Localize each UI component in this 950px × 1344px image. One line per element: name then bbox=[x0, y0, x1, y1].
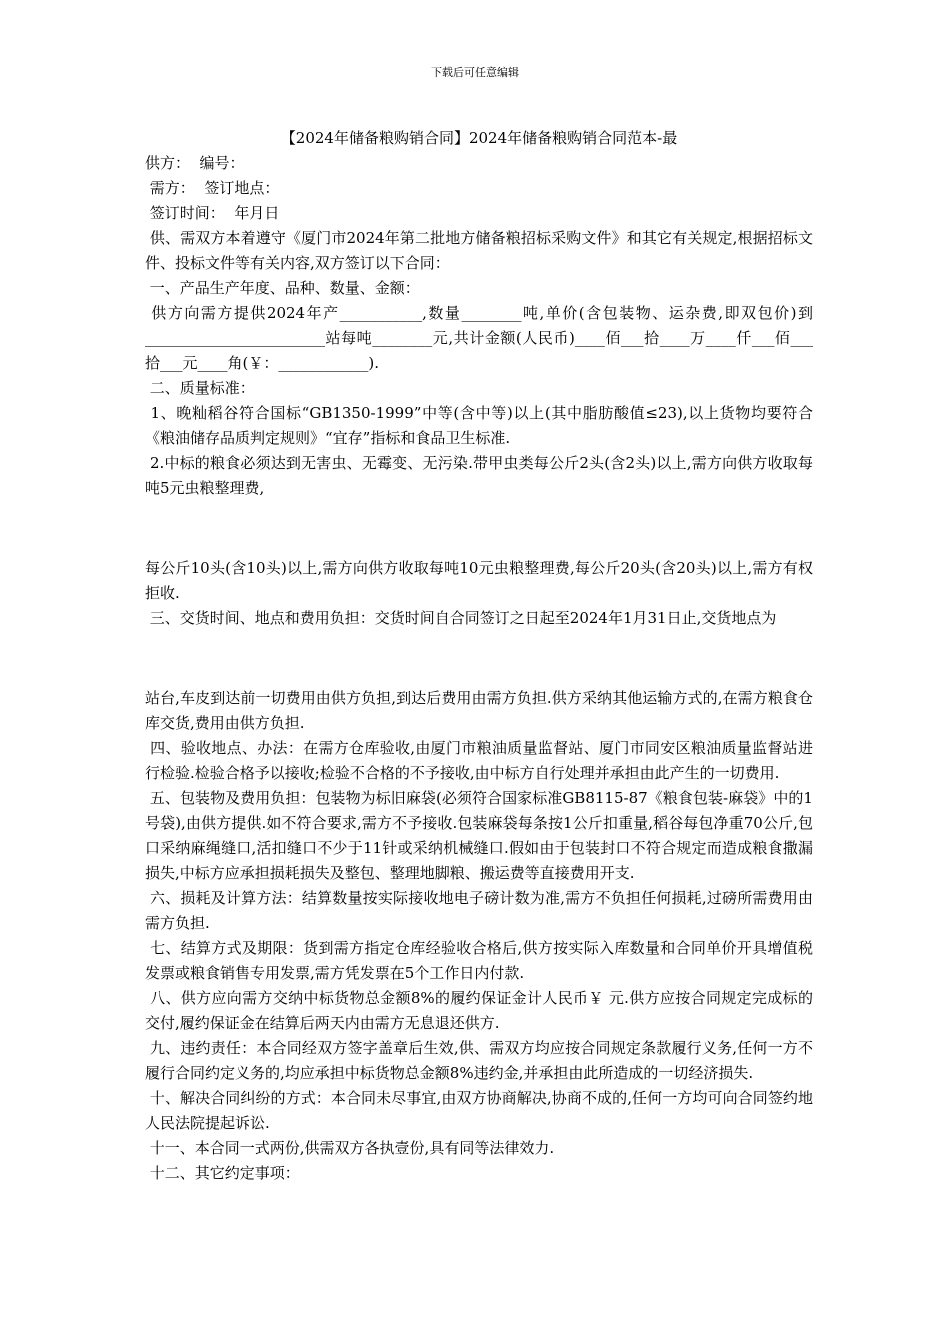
contract-paragraph: 供方： 编号： bbox=[145, 154, 245, 172]
contract-paragraph: 十二、其它约定事项： bbox=[145, 1164, 300, 1182]
contract-paragraph: 七、结算方式及期限：货到需方指定仓库经验收合格后,供方按实际入库数量和合同单价开具增值税发票或粮食销售专用发票,需方凭发票在5个工作日内付款. bbox=[145, 939, 813, 982]
contract-paragraph: 六、损耗及计算方法：结算数量按实际接收地电子磅计数为准,需方不负担任何损耗,过磅所需费用由需方负担. bbox=[145, 889, 813, 932]
contract-paragraph: 1、晚籼稻谷符合国标“GB1350-1999”中等(含中等)以上(其中脂肪酸值≤23),以上货物均要符合《粮油储存品质判定规则》“宜存”指标和食品卫生标准. bbox=[145, 404, 813, 447]
document-title: 【2024年储备粮购销合同】2024年储备粮购销合同范本-最 bbox=[280, 129, 678, 147]
contract-body bbox=[145, 151, 813, 1186]
contract-paragraph: 五、包装物及费用负担：包装物为标旧麻袋(必须符合国家标准GB8115-87《粮食包装-麻袋》中的1号袋),由供方提供.如不符合要求,需方不予接收.包装麻袋每条按1公斤扣重量,稻谷每包净重70公斤,包口采纳麻绳缝口,活扣缝口不少于11针或采纳机械缝口.假如由于包装封口不符合规定而造成粮食撒漏损失,中标方应承担损耗损失及整包、整理地脚粮、搬运费等直接费用开支. bbox=[145, 789, 813, 882]
contract-paragraph: 站台,车皮到达前一切费用由供方负担,到达后费用由需方负担.供方采纳其他运输方式的,在需方粮食仓库交货,费用由供方负担. bbox=[145, 689, 813, 732]
contract-document bbox=[145, 126, 813, 1186]
contract-paragraph: 每公斤10头(含10头)以上,需方向供方收取每吨10元虫粮整理费,每公斤20头(含20头)以上,需方有权拒收. bbox=[145, 559, 813, 602]
page-header-note: 下载后可任意编辑 bbox=[431, 66, 519, 79]
contract-paragraph: 需方： 签订地点： bbox=[145, 179, 280, 197]
contract-paragraph: 四、验收地点、办法：在需方仓库验收,由厦门市粮油质量监督站、厦门市同安区粮油质量监督站进行检验.检验合格予以接收;检验不合格的不予接收,由中标方自行处理并承担由此产生的一切费用. bbox=[145, 739, 813, 782]
contract-paragraph: 二、质量标准： bbox=[145, 379, 255, 397]
contract-paragraph: 签订时间： 年月日 bbox=[145, 204, 280, 222]
contract-paragraph: 2.中标的粮食必须达到无害虫、无霉变、无污染.带甲虫类每公斤2头(含2头)以上,需方向供方收取每吨5元虫粮整理费, bbox=[145, 454, 813, 497]
contract-paragraph: 供、需双方本着遵守《厦门市2024年第二批地方储备粮招标采购文件》和其它有关规定,根据招标文件、投标文件等有关内容,双方签订以下合同： bbox=[145, 229, 813, 272]
contract-paragraph: 十、解决合同纠纷的方式：本合同未尽事宜,由双方协商解决,协商不成的,任何一方均可向合同签约地人民法院提起诉讼. bbox=[145, 1089, 813, 1132]
contract-paragraph: 供方向需方提供2024年产___________,数量________吨,单价(含包装物、运杂费,即双包价)到________________________站每吨________元,共计金额(人民币)____佰___拾____万____仟___佰___拾___元____角(￥：____________). bbox=[145, 304, 813, 372]
paragraph-spacer bbox=[145, 516, 813, 541]
contract-paragraph: 一、产品生产年度、品种、数量、金额： bbox=[145, 279, 420, 297]
contract-paragraph: 九、违约责任：本合同经双方签字盖章后生效,供、需双方均应按合同规定条款履行义务,任何一方不履行合同约定义务的,均应承担中标货物总金额8%违约金,并承担由此所造成的一切经济损失. bbox=[145, 1039, 813, 1082]
contract-paragraph: 十一、本合同一式两份,供需双方各执壹份,具有同等法律效力. bbox=[145, 1139, 555, 1157]
paragraph-spacer bbox=[145, 646, 813, 671]
contract-paragraph: 八、供方应向需方交纳中标货物总金额8%的履约保证金计人民币￥ 元.供方应按合同规定完成标的交付,履约保证金在结算后两天内由需方无息退还供方. bbox=[145, 989, 813, 1032]
contract-paragraph: 三、交货时间、地点和费用负担：交货时间自合同签订之日起至2024年1月31日止,交货地点为 bbox=[145, 609, 777, 627]
